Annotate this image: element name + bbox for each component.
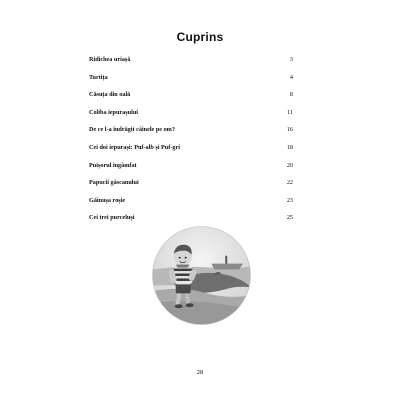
toc-entry-title: Cei trei purceluși <box>89 214 135 222</box>
toc-entry-title: Ridichea uriașă <box>89 56 131 63</box>
toc-entry-page: 4 <box>289 73 293 81</box>
toc-entry-title: Cei doi iepurași: Puf-alb și Puf-gri <box>89 143 180 151</box>
toc-entry-page: 11 <box>287 108 293 116</box>
toc-entry-title: Puișorul îngâmfat <box>89 161 137 169</box>
toc-entry-page: 18 <box>286 143 293 151</box>
toc-entry-page: 25 <box>286 214 293 222</box>
toc-entry <box>89 140 293 158</box>
toc-entry-title: Coliba iepurașului <box>89 108 138 116</box>
toc-entry <box>89 122 293 140</box>
toc-entry <box>89 105 293 123</box>
toc-entry-title: De ce l-a îndrăgit câinele pe om? <box>89 126 175 134</box>
toc-entry <box>89 87 293 105</box>
page-number: 28 <box>196 369 204 376</box>
toc-entry-page: 8 <box>289 91 293 99</box>
toc-entry-title: Papucii gâscanului <box>89 179 139 187</box>
toc-entry <box>89 52 293 70</box>
toc-entry-page: 16 <box>286 126 293 134</box>
toc-entry-title: Găinușa roșie <box>89 196 126 204</box>
toc-entry-page: 3 <box>289 56 293 63</box>
toc-entry <box>89 70 293 88</box>
circular-illustration <box>152 226 251 325</box>
toc-entry-page: 20 <box>286 161 293 169</box>
toc-entry <box>89 158 293 176</box>
toc-entry-title: Turtița <box>89 73 108 81</box>
toc-entry-title: Căsuța din oală <box>89 91 131 99</box>
table-of-contents <box>89 52 293 228</box>
toc-entry-page: 23 <box>286 196 293 204</box>
toc-entry <box>89 175 293 193</box>
toc-entry <box>89 193 293 211</box>
toc-entry-page: 22 <box>286 179 293 187</box>
page-title: Cuprins <box>176 30 224 44</box>
